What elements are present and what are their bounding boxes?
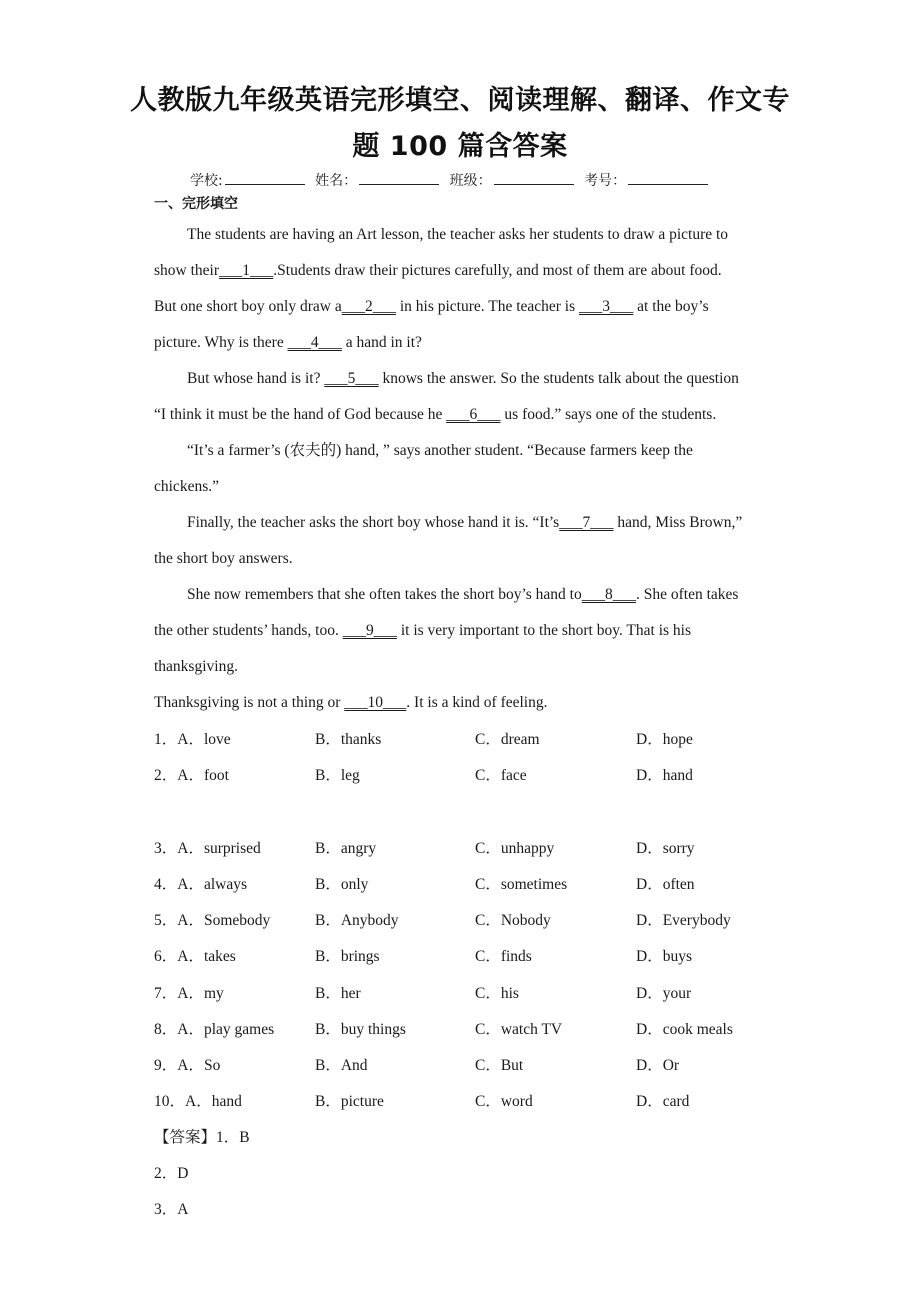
option-d: D．cook meals [636, 1021, 733, 1038]
option-b: B．only [315, 876, 369, 893]
blank-8: ___8___ [581, 586, 636, 603]
document-title-line-2: 题 100 篇含答案 [352, 131, 568, 162]
option-a: 10．A．hand [154, 1093, 242, 1110]
option-d: D．sorry [636, 840, 695, 857]
option-b: B．thanks [315, 731, 382, 748]
document-title-line-1: 人教版九年级英语完形填空、阅读理解、翻译、作文专 [130, 85, 790, 116]
option-c: C．his [475, 985, 519, 1002]
option-b: B．her [315, 985, 361, 1002]
blank-5: ___5___ [324, 370, 379, 387]
passage-line: Finally, the teacher asks the short boy whose hand it is. “It’s___7___ hand, Miss Brown,” [187, 514, 743, 531]
school-blank [225, 172, 305, 185]
passage-line: picture. Why is there ___4___ a hand in it? [154, 334, 422, 351]
passage-line: the other students’ hands, too. ___9___ it is very important to the short boy. That is his [154, 622, 691, 639]
passage-line: “I think it must be the hand of God because he ___6___ us food.” says one of the students. [154, 406, 717, 423]
option-c: C．unhappy [475, 840, 555, 857]
blank-6: ___6___ [446, 406, 501, 423]
option-d: D．hand [636, 767, 693, 784]
option-c: C．dream [475, 731, 540, 748]
option-d: D．card [636, 1093, 690, 1110]
option-a: 2．A．foot [154, 767, 229, 784]
option-c: C．face [475, 767, 527, 784]
section-heading: 一、完形填空 [154, 196, 238, 212]
option-a: 3．A．surprised [154, 840, 261, 857]
blank-9: ___9___ [342, 622, 397, 639]
passage-line: But one short boy only draw a___2___ in his picture. The teacher is ___3___ at the boy’s [154, 298, 709, 315]
option-c: C．word [475, 1093, 533, 1110]
option-a: 6．A．takes [154, 948, 236, 965]
passage-line: the short boy answers. [154, 550, 293, 567]
option-c: C．sometimes [475, 876, 568, 893]
student-info-line [190, 170, 714, 190]
name-label: 姓名： [315, 173, 358, 189]
option-b: B．angry [315, 840, 377, 857]
option-d: D．your [636, 985, 692, 1002]
answer-line: 2．D [154, 1165, 189, 1182]
passage-line: “It’s a farmer’s (农夫的) hand, ” says another student. “Because farmers keep the [187, 442, 693, 459]
passage-line: The students are having an Art lesson, the teacher asks her students to draw a picture to [187, 226, 729, 243]
passage-line: Thanksgiving is not a thing or ___10___. It is a kind of feeling. [154, 694, 548, 711]
option-b: B．And [315, 1057, 368, 1074]
class-blank [494, 172, 574, 185]
option-d: D．often [636, 876, 695, 893]
blank-1: ___1___ [219, 262, 274, 279]
option-d: D．Or [636, 1057, 680, 1074]
option-c: C．But [475, 1057, 524, 1074]
option-d: D．hope [636, 731, 693, 748]
passage-line: show their___1___.Students draw their pictures carefully, and most of them are about food. [154, 262, 722, 279]
option-a: 5．A．Somebody [154, 912, 271, 929]
name-blank [359, 172, 439, 185]
option-a: 4．A．always [154, 876, 247, 893]
option-a: 7．A．my [154, 985, 224, 1002]
exam-number-label: 考号： [584, 173, 627, 189]
option-c: C．Nobody [475, 912, 551, 929]
passage-line: She now remembers that she often takes the short boy’s hand to___8___. She often takes [187, 586, 739, 603]
blank-3: ___3___ [579, 298, 634, 315]
option-d: D．Everybody [636, 912, 731, 929]
blank-4: ___4___ [287, 334, 342, 351]
passage-line: thanksgiving. [154, 658, 238, 675]
option-b: B．buy things [315, 1021, 406, 1038]
answer-line: 3．A [154, 1201, 189, 1218]
option-c: C．finds [475, 948, 532, 965]
answer-line: 【答案】1．B [154, 1129, 250, 1146]
option-b: B．brings [315, 948, 380, 965]
school-label: 学校: [190, 173, 223, 189]
class-label: 班级： [449, 173, 492, 189]
exam-number-blank [628, 172, 708, 185]
option-b: B．picture [315, 1093, 384, 1110]
passage-line: But whose hand is it? ___5___ knows the answer. So the students talk about the question [187, 370, 739, 387]
passage-line: chickens.” [154, 478, 219, 495]
option-a: 8．A．play games [154, 1021, 275, 1038]
blank-2: ___2___ [341, 298, 396, 315]
option-b: B．leg [315, 767, 360, 784]
option-d: D．buys [636, 948, 692, 965]
blank-10: ___10___ [344, 694, 407, 711]
option-a: 1．A．love [154, 731, 231, 748]
option-c: C．watch TV [475, 1021, 563, 1038]
blank-7: ___7___ [559, 514, 614, 531]
option-b: B．Anybody [315, 912, 399, 929]
option-a: 9．A．So [154, 1057, 221, 1074]
